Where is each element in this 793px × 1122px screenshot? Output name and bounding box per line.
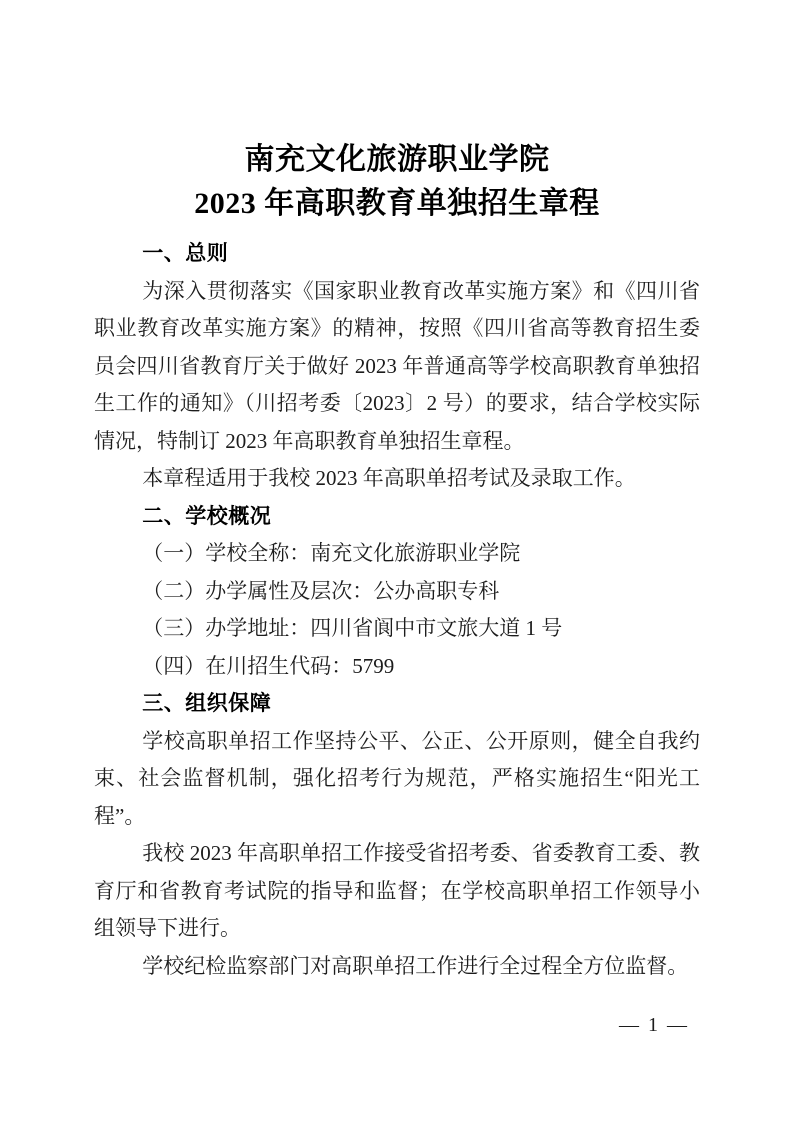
section-heading-1: 一、总则	[142, 242, 229, 265]
document-title-line-1: 南充文化旅游职业学院	[244, 143, 550, 176]
section-heading-2: 二、学校概况	[142, 504, 272, 528]
paragraph-guarantee-3: 学校纪检监察部门对高职单招工作进行全过程全方位监督。	[142, 953, 689, 978]
list-item-school-name: （一）学校全称：南充文化旅游职业学院	[142, 541, 521, 565]
page-content	[94, 138, 700, 985]
paragraph-guarantee-1: 学校高职单招工作坚持公平、公正、公开原则，健全自我约束、社会监督机制，强化招考行为规范，严格实施招生“阳光工程”。	[94, 728, 700, 828]
document-body	[94, 235, 700, 985]
paragraph-guarantee-2: 我校 2023 年高职单招工作接受省招考委、省委教育工委、教育厅和省教育考试院的指导和监督；在学校高职单招工作领导小组领导下进行。	[94, 841, 700, 940]
list-item-address: （三）办学地址：四川省阆中市文旅大道 1 号	[142, 616, 563, 640]
list-item-code: （四）在川招生代码：5799	[142, 653, 395, 678]
section-heading-3: 三、组织保障	[142, 692, 272, 715]
document-title-line-2: 2023 年高职教育单独招生章程	[194, 187, 600, 220]
paragraph-preamble-1: 为深入贯彻落实《国家职业教育改革实施方案》和《四川省职业教育改革实施方案》的精神，按照《四川省高等教育招生委员会四川省教育厅关于做好 2023 年普通高等学校高职教育单独招生工作的通知》（川招考委〔2023〕2 号）的要求，结合学校实际情况，特制订 2023 年高职教育单独招生章程。	[94, 278, 700, 453]
list-item-school-type: （二）办学属性及层次：公办高职专科	[142, 578, 500, 603]
page-number: — 1 —	[619, 1014, 689, 1036]
paragraph-preamble-2: 本章程适用于我校 2023 年高职单招考试及录取工作。	[142, 466, 636, 490]
